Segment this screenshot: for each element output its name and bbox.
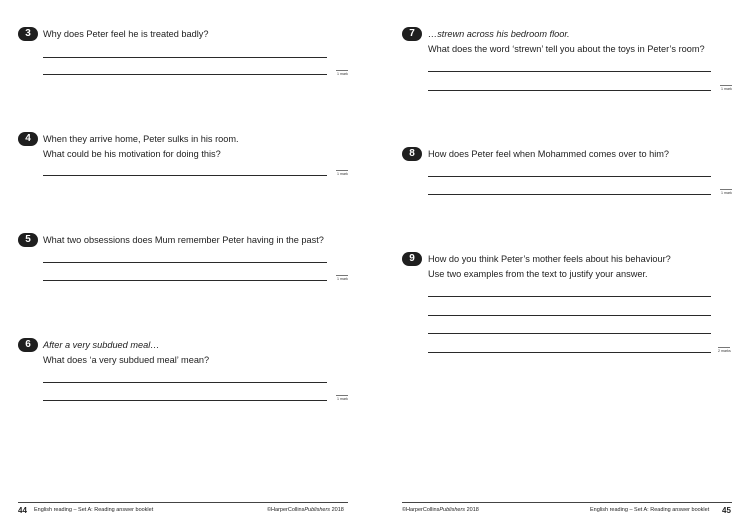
mark-box-line <box>336 70 348 71</box>
footer-copyright: ©HarperCollinsPublishers 2018 <box>402 507 479 513</box>
footer-rule <box>18 502 348 503</box>
question-number-badge: 8 <box>402 147 422 161</box>
answer-line[interactable] <box>43 74 327 75</box>
question-text: How do you think Peter’s mother feels about his behaviour? <box>428 254 671 264</box>
question-text: How does Peter feel when Mohammed comes over to him? <box>428 149 670 159</box>
answer-line[interactable] <box>43 57 327 58</box>
mark-box-line <box>336 395 348 396</box>
question-text: What does ‘a very subdued meal’ mean? <box>43 355 210 365</box>
page-number: 44 <box>18 506 27 515</box>
mark-label: 1 mark <box>337 397 348 401</box>
mark-label: 1 mark <box>337 172 348 176</box>
question-text: What does the word ‘strewn’ tell you about the toys in Peter’s room? <box>428 44 705 54</box>
question-number-badge: 3 <box>18 27 38 41</box>
mark-box-line <box>720 85 732 86</box>
answer-line[interactable] <box>428 194 711 195</box>
question-text: What could be his motivation for doing this? <box>43 149 221 159</box>
footer-rule <box>402 502 732 503</box>
question-text: Use two examples from the text to justify your answer. <box>428 269 648 279</box>
answer-line[interactable] <box>43 262 327 263</box>
page-number: 45 <box>722 506 731 515</box>
mark-label: 1 mark <box>721 87 732 91</box>
answer-line[interactable] <box>428 176 711 177</box>
answer-line[interactable] <box>43 400 327 401</box>
answer-line[interactable] <box>428 90 711 91</box>
answer-line[interactable] <box>43 280 327 281</box>
mark-label: 1 mark <box>337 277 348 281</box>
footer-title: English reading – Set A: Reading answer booklet <box>590 507 710 513</box>
footer-title: English reading – Set A: Reading answer booklet <box>34 507 154 513</box>
question-quote: …strewn across his bedroom floor. <box>428 29 570 39</box>
mark-box-line <box>336 170 348 171</box>
answer-line[interactable] <box>428 71 711 72</box>
mark-label: 1 mark <box>721 191 732 195</box>
mark-label: 2 marks <box>718 349 731 353</box>
mark-box-line <box>718 347 730 348</box>
footer-copyright: ©HarperCollinsPublishers 2018 <box>267 507 344 513</box>
answer-line[interactable] <box>428 333 711 334</box>
question-number-badge: 5 <box>18 233 38 247</box>
mark-box-line <box>336 275 348 276</box>
question-number-badge: 9 <box>402 252 422 266</box>
question-number-badge: 6 <box>18 338 38 352</box>
question-quote: After a very subdued meal… <box>43 340 160 350</box>
mark-label: 1 mark <box>337 72 348 76</box>
question-text: When they arrive home, Peter sulks in his room. <box>43 134 239 144</box>
question-text: What two obsessions does Mum remember Peter having in the past? <box>43 235 324 245</box>
answer-line[interactable] <box>428 352 711 353</box>
question-text: Why does Peter feel he is treated badly? <box>43 29 209 39</box>
answer-line[interactable] <box>428 315 711 316</box>
question-number-badge: 7 <box>402 27 422 41</box>
question-number-badge: 4 <box>18 132 38 146</box>
answer-line[interactable] <box>43 175 327 176</box>
answer-line[interactable] <box>428 296 711 297</box>
mark-box-line <box>720 189 732 190</box>
answer-line[interactable] <box>43 382 327 383</box>
